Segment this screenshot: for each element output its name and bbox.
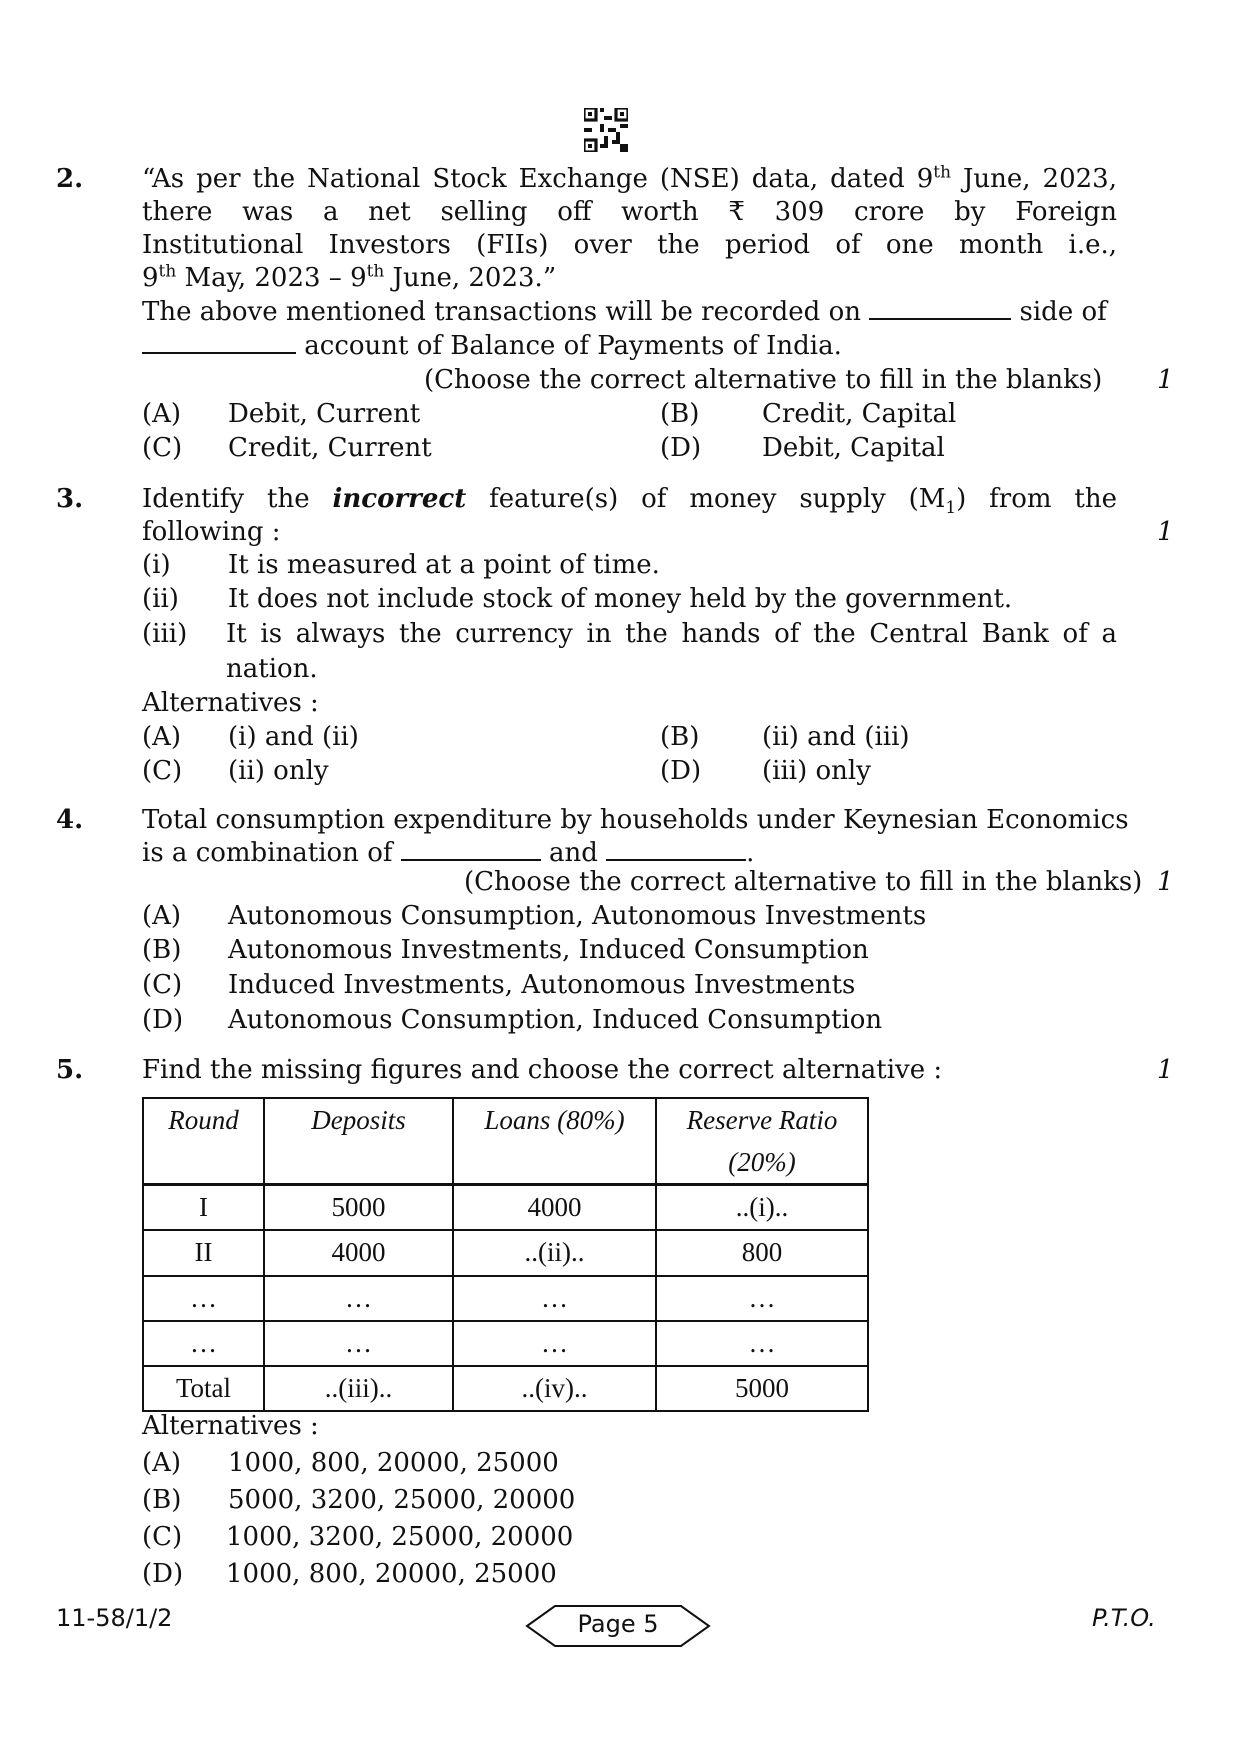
- text-segment: and: [549, 838, 598, 868]
- table-cell: I: [143, 1185, 264, 1230]
- marks: 1: [1157, 1055, 1174, 1085]
- option-text: Autonomous Consumption, Induced Consumption: [228, 1005, 883, 1035]
- option-label: (B): [660, 722, 700, 752]
- option-text: Debit, Capital: [762, 433, 945, 463]
- option-text: Autonomous Consumption, Autonomous Investments: [228, 901, 927, 931]
- option-label: (A): [142, 901, 182, 931]
- instruction-text: (Choose the correct alternative to fill in the blanks): [424, 365, 1103, 395]
- pto-label: P.T.O.: [1092, 1604, 1156, 1632]
- deposit-table: [142, 1097, 869, 1412]
- table-cell: ..(iv)..: [453, 1366, 656, 1411]
- header-subtext: (20%): [728, 1147, 796, 1177]
- table-cell: …: [453, 1321, 656, 1366]
- table-cell: …: [143, 1321, 264, 1366]
- option-label: (A): [142, 722, 182, 752]
- text-segment: May, 2023 – 9: [176, 263, 367, 293]
- table-cell: ..(ii)..: [453, 1230, 656, 1276]
- table-cell: …: [264, 1321, 453, 1366]
- text-segment: ) from the: [956, 484, 1117, 514]
- fill-blank: [606, 855, 746, 861]
- fill-blank: [869, 314, 1011, 320]
- marks: 1: [1157, 517, 1174, 547]
- superscript: th: [933, 161, 951, 182]
- option-text: (ii) only: [228, 756, 329, 786]
- option-label: (C): [142, 433, 183, 463]
- table-cell: 4000: [453, 1185, 656, 1230]
- table-cell: 5000: [656, 1366, 868, 1411]
- table-cell: …: [264, 1276, 453, 1321]
- fill-blank: [142, 348, 296, 354]
- text-segment: June, 2023.”: [384, 263, 557, 293]
- subscript: 1: [945, 497, 957, 518]
- table-cell: 4000: [264, 1230, 453, 1276]
- option-text: (ii) and (iii): [762, 722, 910, 752]
- table-cell: ..(iii)..: [264, 1366, 453, 1411]
- option-label: (D): [660, 433, 702, 463]
- superscript: th: [366, 260, 385, 281]
- text-segment: The above mentioned transactions will be recorded on: [142, 297, 861, 327]
- option-label: (A): [142, 1448, 182, 1478]
- option-label: (D): [660, 756, 702, 786]
- table-row: [143, 1230, 868, 1276]
- option-label: (B): [142, 935, 182, 965]
- text-segment: 9: [142, 263, 159, 293]
- option-text: (i) and (ii): [228, 722, 359, 752]
- option-label: (C): [142, 970, 183, 1000]
- emphasis-text: incorrect: [332, 484, 467, 514]
- question-text: Institutional Investors (FIIs) over the period of one month i.e.,: [142, 230, 1117, 260]
- question-text: Find the missing figures and choose the correct alternative :: [142, 1055, 943, 1085]
- option-label: (D): [142, 1005, 184, 1035]
- option-text: 1000, 3200, 25000, 20000: [226, 1522, 574, 1552]
- paper-code: 11-58/1/2: [56, 1604, 173, 1632]
- statement-text: It does not include stock of money held by the government.: [228, 584, 1013, 614]
- question-text: [142, 838, 754, 868]
- question-number: 5.: [56, 1055, 84, 1085]
- option-text: Credit, Current: [228, 433, 432, 463]
- question-text: [142, 484, 1117, 518]
- text-segment: Identify the: [142, 484, 310, 514]
- table-row: [143, 1276, 868, 1321]
- option-label: (A): [142, 399, 182, 429]
- option-text: 1000, 800, 20000, 25000: [228, 1448, 559, 1478]
- page-number: Page 5: [577, 1610, 659, 1638]
- qr-code: [584, 108, 628, 152]
- statement-label: (i): [142, 550, 171, 580]
- table-cell: ..(i)..: [656, 1185, 868, 1230]
- question-number: 4.: [56, 805, 84, 835]
- option-text: (iii) only: [762, 756, 871, 786]
- table-cell: …: [656, 1321, 868, 1366]
- text-segment: account of Balance of Payments of India.: [304, 331, 842, 361]
- text-segment: side of: [1019, 297, 1107, 327]
- question-number: 2.: [56, 164, 84, 194]
- option-text: Induced Investments, Autonomous Investments: [228, 970, 856, 1000]
- statement-label: (ii): [142, 584, 179, 614]
- statement-label: (iii): [142, 619, 188, 649]
- alternatives-label: Alternatives :: [142, 688, 319, 718]
- table-row: [143, 1321, 868, 1366]
- option-label: (C): [142, 756, 183, 786]
- marks: 1: [1157, 365, 1174, 395]
- option-text: Debit, Current: [228, 399, 421, 429]
- marks: 1: [1157, 867, 1174, 897]
- option-label: (D): [142, 1559, 184, 1589]
- table-header-row: [143, 1098, 868, 1185]
- table-row: [143, 1185, 868, 1230]
- text-segment: feature(s) of money supply (M: [489, 484, 946, 514]
- question-number: 3.: [56, 484, 84, 514]
- header-deposits: Deposits: [264, 1098, 453, 1185]
- header-loans: Loans (80%): [453, 1098, 656, 1185]
- header-text: Reserve Ratio: [686, 1105, 838, 1135]
- table-cell: 5000: [264, 1185, 453, 1230]
- option-text: Autonomous Investments, Induced Consumption: [228, 935, 869, 965]
- question-text: following :: [142, 517, 281, 547]
- option-label: (C): [142, 1522, 183, 1552]
- option-label: (B): [660, 399, 700, 429]
- alternatives-label: Alternatives :: [142, 1411, 319, 1441]
- table-row: [143, 1366, 868, 1411]
- statement-text: It is always the currency in the hands of the Central Bank of a: [226, 619, 1117, 649]
- option-text: 1000, 800, 20000, 25000: [226, 1559, 557, 1589]
- question-text: Total consumption expenditure by households under Keynesian Economics: [142, 805, 1129, 835]
- superscript: th: [158, 260, 177, 281]
- question-text: [142, 260, 557, 293]
- instruction-text: (Choose the correct alternative to fill in the blanks): [464, 867, 1143, 897]
- header-round: Round: [143, 1098, 264, 1185]
- statement-text: nation.: [226, 654, 318, 684]
- table-cell: Total: [143, 1366, 264, 1411]
- question-text: there was a net selling off worth ₹ 309 crore by Foreign: [142, 197, 1117, 227]
- option-label: (B): [142, 1485, 182, 1515]
- text-segment: is a combination of: [142, 838, 393, 868]
- option-text: 5000, 3200, 25000, 20000: [228, 1485, 576, 1515]
- table-cell: …: [453, 1276, 656, 1321]
- statement-text: It is measured at a point of time.: [228, 550, 660, 580]
- text-segment: “As per the National Stock Exchange (NSE) data, dated 9: [142, 164, 934, 194]
- header-reserve-ratio: [656, 1098, 868, 1185]
- question-text: [142, 297, 1107, 327]
- text-segment: .: [746, 838, 755, 868]
- question-text: [142, 161, 1117, 194]
- table-cell: II: [143, 1230, 264, 1276]
- text-segment: June, 2023,: [950, 164, 1117, 194]
- table-cell: …: [143, 1276, 264, 1321]
- table-cell: 800: [656, 1230, 868, 1276]
- fill-blank: [401, 855, 541, 861]
- option-text: Credit, Capital: [762, 399, 957, 429]
- table-cell: …: [656, 1276, 868, 1321]
- question-text: [142, 331, 842, 361]
